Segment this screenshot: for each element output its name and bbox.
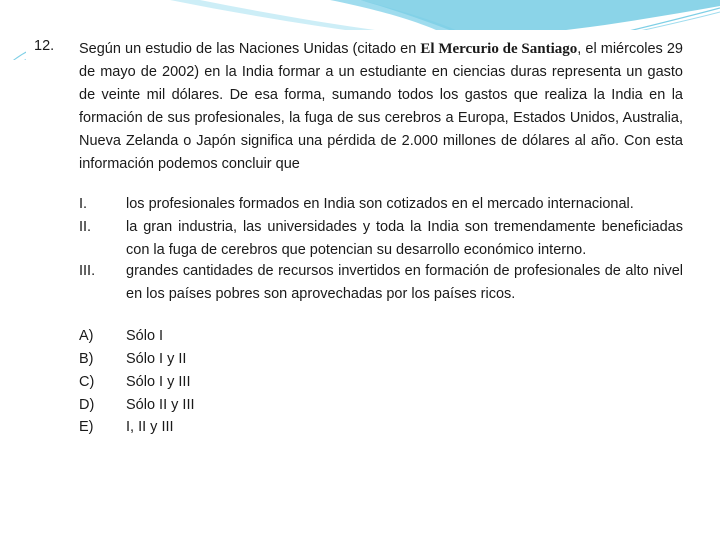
statement-text: la gran industria, las universidades y toda la India son tremendamente beneficiadas con la fuga de cerebros que potencian su desarrollo económico interno. [126, 219, 683, 258]
statement-label: II. [79, 219, 92, 235]
statement-text: grandes cantidades de recursos invertidos en formación de profesionales de alto nivel en los países pobres son aprovechadas por los países ricos. [126, 263, 683, 302]
statement-label: I. [79, 196, 88, 212]
option-text: Sólo II y III [126, 397, 195, 413]
stem-text-after: , el miércoles 29 de mayo de 2002) en la India formar a un estudiante en ciencias duras representa un gasto de veinte mil dólares. De esa forma, sumando todos los gastos que realiza la India en la formación de sus profesionales, la fuga de sus cerebros a Europa, Estados Unidos, Australia, Nueva Zelanda o Japón significa una pérdida de 2.000 millones de dólares al año. Con esta información podemos concluir que [79, 41, 683, 172]
option-text: Sólo I [126, 328, 164, 344]
stem-text-before: Según un estudio de las Naciones Unidas (citado en [79, 41, 421, 57]
option-label: D) [79, 397, 95, 413]
option-label: C) [79, 374, 95, 390]
question-stem [79, 38, 683, 176]
source-name: El Mercurio de Santiago [420, 41, 578, 57]
question-card [26, 30, 696, 440]
statement-text: los profesionales formados en India son cotizados en el mercado internacional. [126, 196, 634, 212]
statement-label: III. [79, 263, 96, 279]
option-text: Sólo I y III [126, 374, 191, 390]
option-label: A) [79, 328, 94, 344]
option-text: I, II y III [126, 419, 174, 435]
option-label: B) [79, 351, 94, 367]
question-number: 12. [34, 38, 55, 54]
option-text: Sólo I y II [126, 351, 187, 367]
option-label: E) [79, 419, 94, 435]
